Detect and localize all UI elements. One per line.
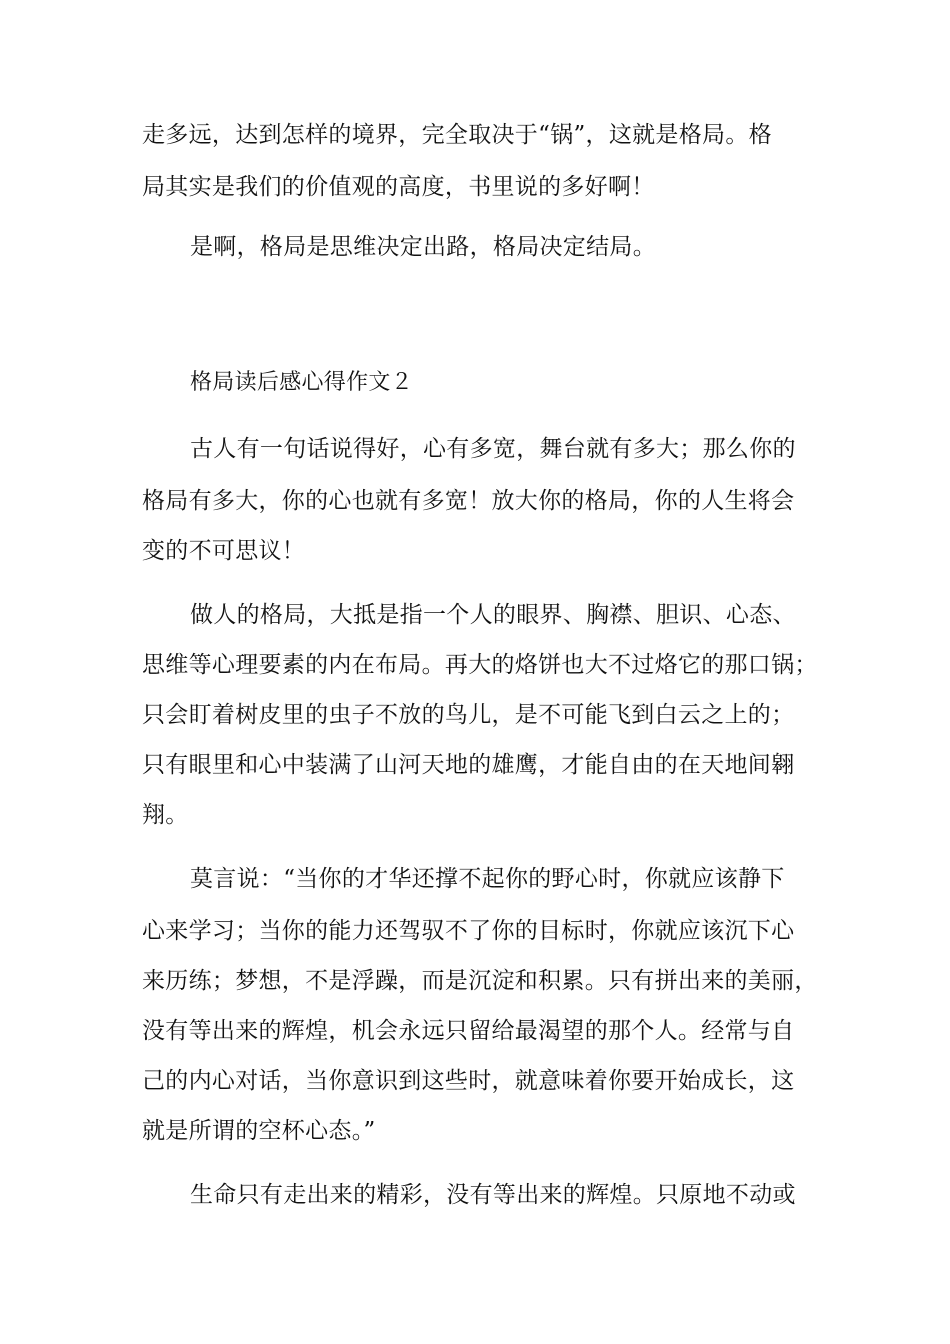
text-line: 没有等出来的辉煌，机会永远只留给最渴望的那个人。经常与自 xyxy=(142,1018,795,1044)
text-line: 局其实是我们的价值观的高度，书里说的多好啊！ xyxy=(142,174,655,200)
text-line: 翔。 xyxy=(142,802,189,828)
text-line: 己的内心对话，当你意识到这些时，就意味着你要开始成长，这 xyxy=(142,1068,795,1094)
text-line: 变的不可思议！ xyxy=(142,538,306,564)
text-line: 生命只有走出来的精彩，没有等出来的辉煌。只原地不动或 xyxy=(190,1182,796,1208)
text-line: 做人的格局，大抵是指一个人的眼界、胸襟、胆识、心态、 xyxy=(190,602,796,628)
text-line: 莫言说：“当你的才华还撑不起你的野心时，你就应该静下 xyxy=(190,866,785,892)
text-line: 只有眼里和心中装满了山河天地的雄鹰，才能自由的在天地间翱 xyxy=(142,752,795,778)
text-line: 走多远，达到怎样的境界，完全取决于“锅”，这就是格局。格 xyxy=(142,122,772,148)
text-line: 思维等心理要素的内在布局。再大的烙饼也大不过烙它的那口锅； xyxy=(142,652,818,678)
text-line: 是啊，格局是思维决定出路，格局决定结局。 xyxy=(190,234,656,260)
text-line: 就是所谓的空杯心态。” xyxy=(142,1118,376,1144)
section-heading: 格局读后感心得作文２ xyxy=(190,370,414,395)
text-line: 心来学习；当你的能力还驾驭不了你的目标时，你就应该沉下心 xyxy=(142,918,795,944)
text-line: 只会盯着树皮里的虫子不放的鸟儿，是不可能飞到白云之上的； xyxy=(142,702,795,728)
text-line: 古人有一句话说得好，心有多宽，舞台就有多大；那么你的 xyxy=(190,436,796,462)
text-line: 格局有多大，你的心也就有多宽！放大你的格局，你的人生将会 xyxy=(142,488,795,514)
text-line: 来历练；梦想，不是浮躁，而是沉淀和积累。只有拼出来的美丽， xyxy=(142,968,818,994)
